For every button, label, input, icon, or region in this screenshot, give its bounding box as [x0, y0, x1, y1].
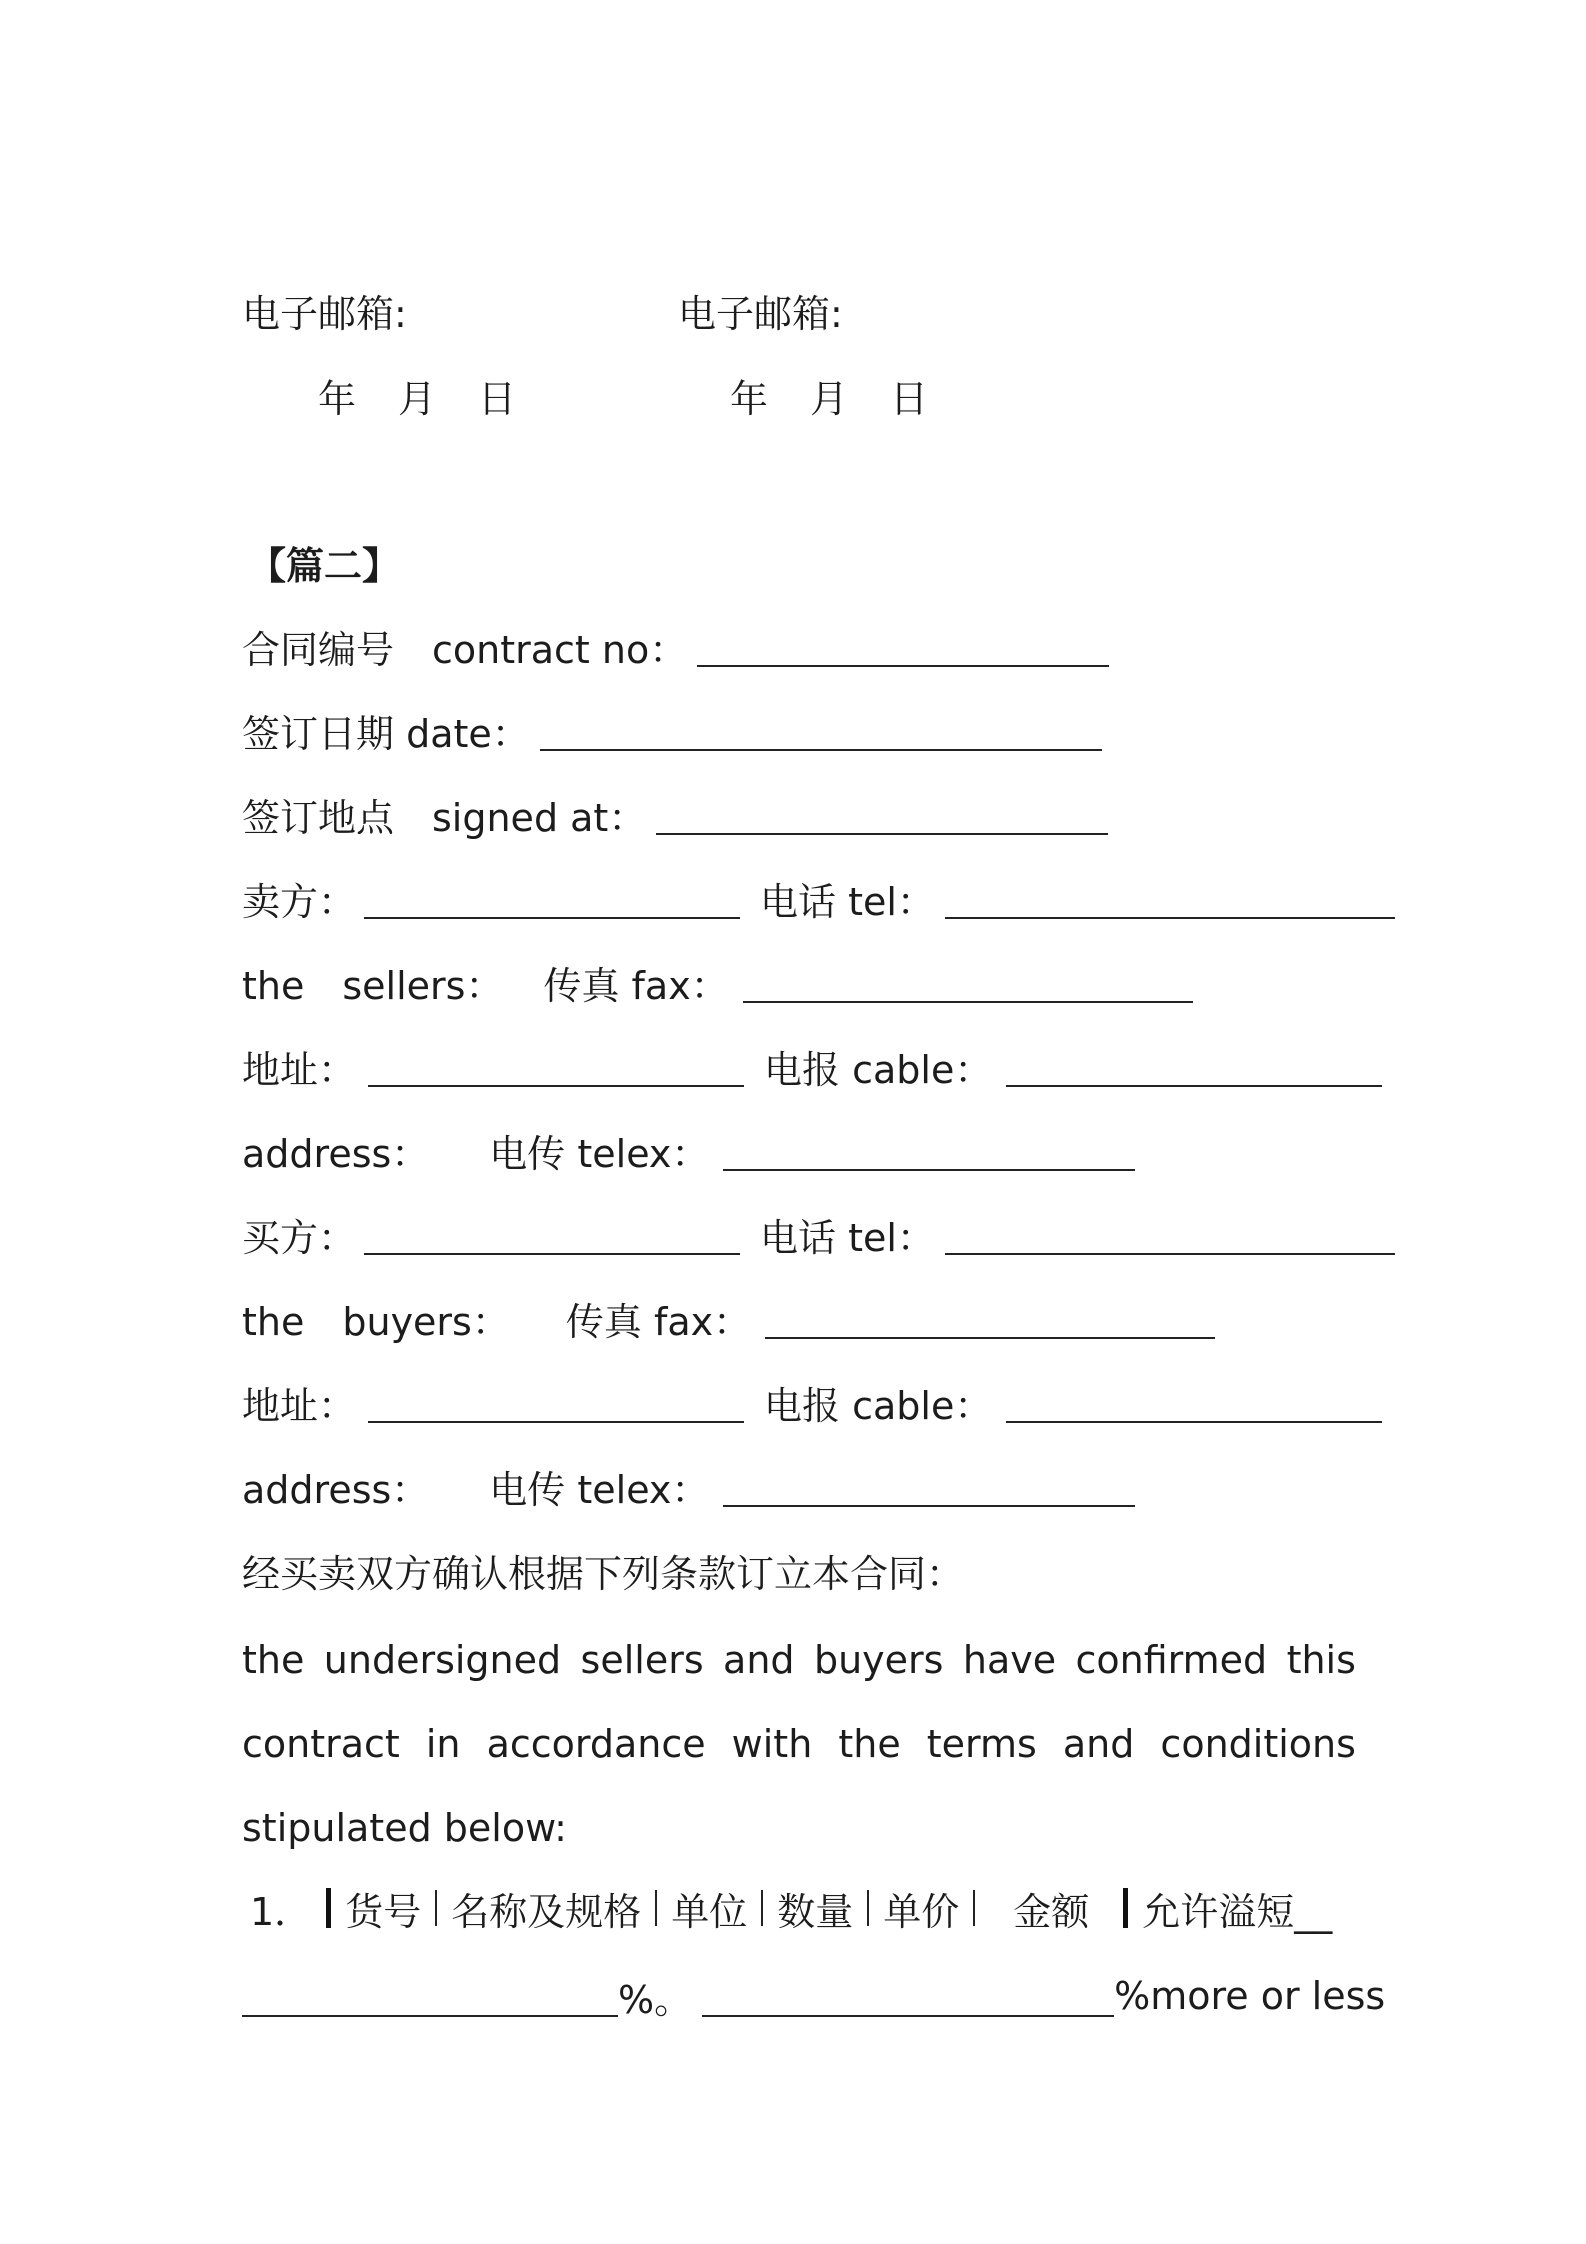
word: confirmed [1075, 1638, 1268, 1682]
contract-no-label: 合同编号 contract no： [242, 627, 688, 672]
seller-fax-label: 传真 fax： [543, 963, 729, 1008]
date-label: 签订日期 date： [242, 711, 530, 756]
contract-no-row [242, 616, 1109, 676]
confirm-en-line-1 [242, 1630, 1356, 1690]
word: with [731, 1722, 813, 1766]
word: in [425, 1722, 461, 1766]
seller-address-blank[interactable] [368, 1045, 744, 1087]
seller-row [242, 868, 1395, 928]
year-label: 年 [730, 376, 769, 421]
buyer-address-en-row [242, 1456, 1135, 1516]
buyer-address-blank[interactable] [368, 1381, 744, 1423]
buyer-telex-blank[interactable] [723, 1465, 1135, 1507]
word: conditions [1160, 1722, 1356, 1766]
seller-address-label: 地址： [242, 1047, 357, 1092]
buyer-telex-label: 电传 telex： [489, 1467, 710, 1512]
col-unit-price: 单价 [883, 1889, 960, 1934]
the-sellers-row [242, 952, 1193, 1012]
confirm-cn-text: 经买卖双方确认根据下列条款订立本合同： [242, 1551, 965, 1596]
date-blank[interactable] [540, 709, 1102, 751]
table-divider [973, 1890, 975, 1926]
percent-en-label: %more or less [1114, 1974, 1386, 2018]
seller-tel-label: 电话 tel： [760, 879, 935, 924]
percent-cn-blank[interactable] [242, 1975, 618, 2017]
buyer-tel-label: 电话 tel： [760, 1215, 935, 1260]
month-label: 月 [398, 376, 437, 421]
contract-no-blank[interactable] [697, 625, 1109, 667]
table-divider [655, 1890, 657, 1926]
buyer-fax-blank[interactable] [765, 1297, 1215, 1339]
buyer-address-en-label: address： [242, 1467, 430, 1512]
seller-blank[interactable] [364, 877, 740, 919]
email-row [242, 280, 407, 340]
table-divider [867, 1890, 869, 1926]
word: undersigned [323, 1638, 562, 1682]
item-number: 1． [250, 1889, 313, 1934]
date-row [242, 700, 1102, 760]
table-divider [1123, 1888, 1128, 1928]
buyer-label: 买方： [242, 1215, 357, 1260]
date-row-left [318, 365, 516, 425]
confirm-en-line-3 [242, 1798, 567, 1858]
percent-en-blank[interactable] [702, 1975, 1114, 2017]
word: and [723, 1638, 795, 1682]
section-title-text: 【篇二】 [248, 543, 401, 588]
table-divider [761, 1890, 763, 1926]
table-divider [326, 1888, 331, 1928]
email-right-label: 电子邮箱: [678, 291, 843, 336]
buyer-cable-blank[interactable] [1006, 1381, 1382, 1423]
signed-at-label: 签订地点 signed at： [242, 795, 647, 840]
seller-fax-blank[interactable] [743, 961, 1193, 1003]
year-label: 年 [318, 376, 357, 421]
email-left-label: 电子邮箱: [242, 291, 407, 336]
month-label: 月 [810, 376, 849, 421]
word: have [962, 1638, 1057, 1682]
confirm-en-line-2 [242, 1714, 1356, 1774]
buyer-tel-blank[interactable] [945, 1213, 1395, 1255]
percentage-row [242, 1966, 1386, 2026]
email-row-right [678, 280, 843, 340]
the-sellers-label: the sellers： [242, 963, 504, 1008]
buyer-row [242, 1204, 1395, 1264]
seller-telex-blank[interactable] [723, 1129, 1135, 1171]
col-allowance: 允许溢短__ [1142, 1889, 1333, 1934]
percent-cn-label: %。 [618, 1977, 693, 2022]
word: accordance [486, 1722, 706, 1766]
word: sellers [580, 1638, 704, 1682]
word: this [1286, 1638, 1356, 1682]
table-divider [435, 1890, 437, 1926]
seller-cable-blank[interactable] [1006, 1045, 1382, 1087]
day-label: 日 [478, 376, 517, 421]
seller-telex-label: 电传 telex： [489, 1131, 710, 1176]
signed-at-blank[interactable] [656, 793, 1108, 835]
col-unit: 单位 [671, 1889, 748, 1934]
word: and [1062, 1722, 1135, 1766]
seller-label: 卖方： [242, 879, 357, 924]
col-amount: 金额 [1013, 1889, 1090, 1934]
word: contract [242, 1722, 400, 1766]
word: the [838, 1722, 901, 1766]
the-buyers-label: the buyers： [242, 1299, 510, 1344]
col-quantity: 数量 [777, 1889, 854, 1934]
signed-at-row [242, 784, 1108, 844]
col-article-no: 货号 [345, 1889, 422, 1934]
word: the [242, 1638, 305, 1682]
seller-address-en-label: address： [242, 1131, 430, 1176]
buyer-address-row [242, 1372, 1382, 1432]
buyer-fax-label: 传真 fax： [565, 1299, 752, 1344]
word: terms [926, 1722, 1037, 1766]
goods-table-header [242, 1878, 1356, 1938]
buyer-cable-label: 电报 cable： [764, 1383, 993, 1428]
confirm-en-last: stipulated below: [242, 1806, 567, 1850]
word: buyers [813, 1638, 944, 1682]
seller-tel-blank[interactable] [945, 877, 1395, 919]
seller-cable-label: 电报 cable： [764, 1047, 993, 1092]
buyer-address-label: 地址： [242, 1383, 357, 1428]
seller-address-en-row [242, 1120, 1135, 1180]
day-label: 日 [890, 376, 929, 421]
date-row-right [730, 365, 928, 425]
the-buyers-row [242, 1288, 1215, 1348]
buyer-blank[interactable] [364, 1213, 740, 1255]
seller-address-row [242, 1036, 1382, 1096]
confirm-cn [242, 1540, 964, 1600]
section-title [248, 532, 400, 592]
col-name-spec: 名称及规格 [451, 1889, 642, 1934]
